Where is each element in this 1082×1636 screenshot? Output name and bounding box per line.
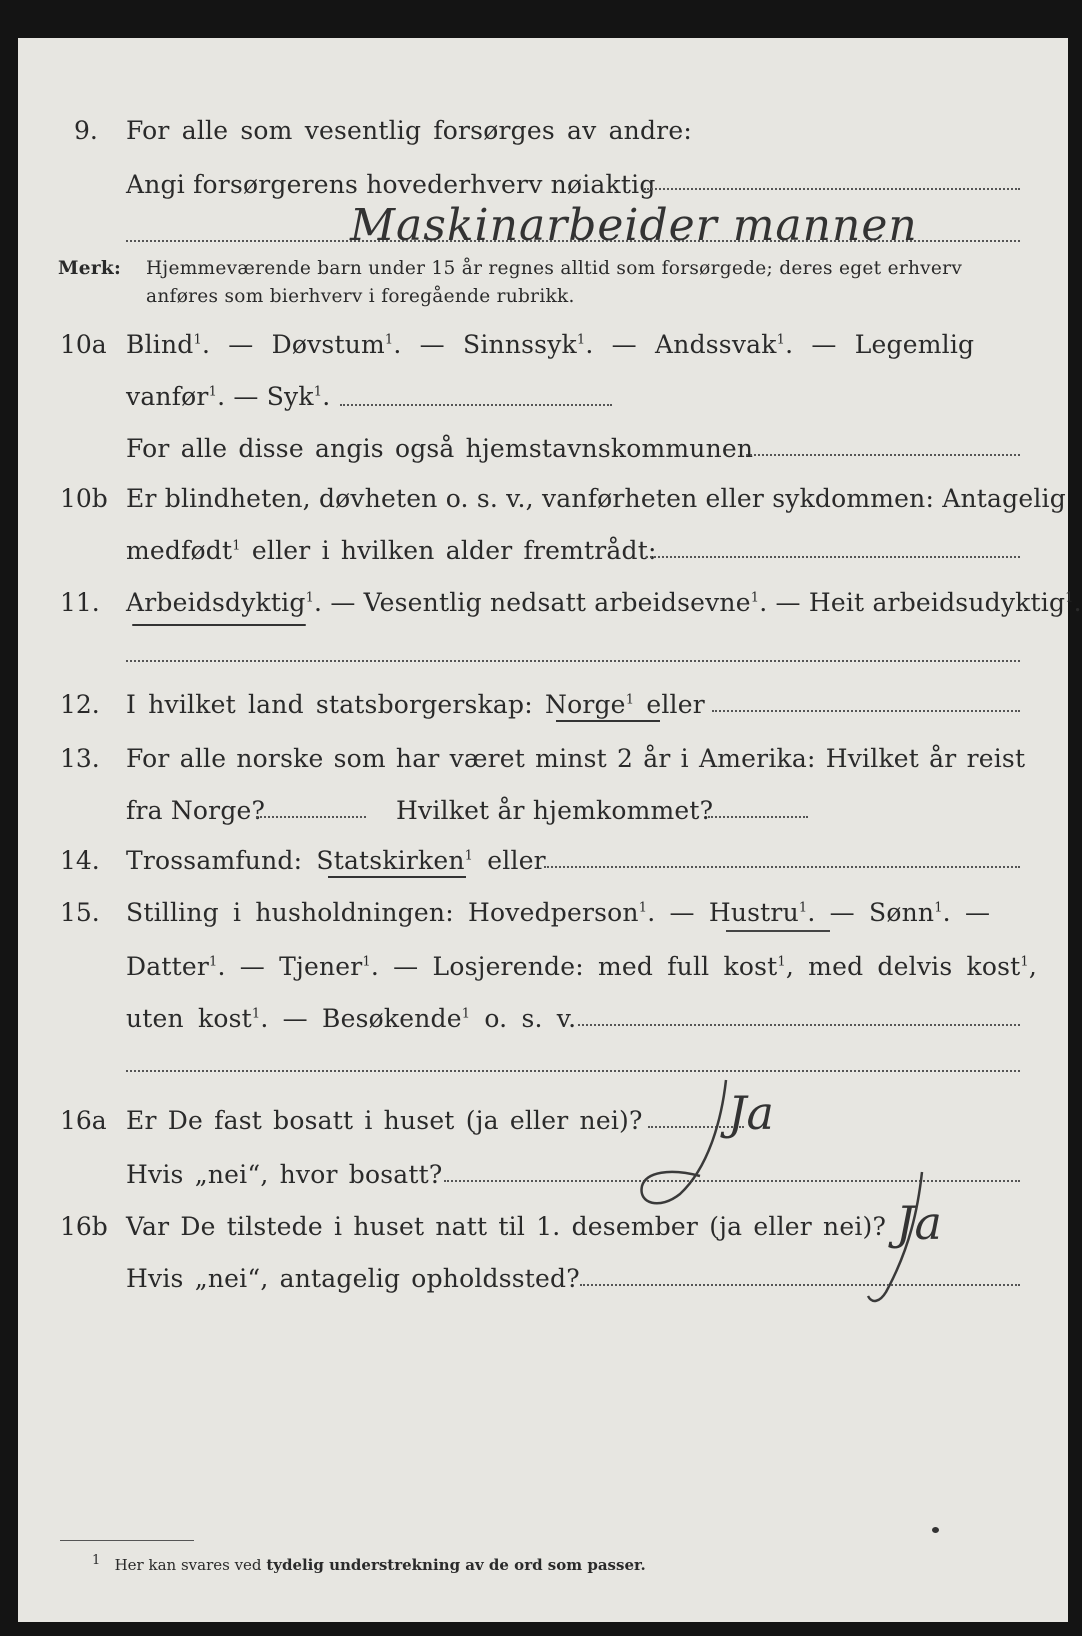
q12-number: 12. — [60, 690, 100, 719]
q12-other-country-line — [712, 710, 1020, 712]
q16b-handwritten-answer: Ja — [896, 1196, 942, 1250]
q14-other-line — [544, 866, 1020, 868]
q16b-opholdssted-line — [580, 1284, 1020, 1286]
q11-number: 11. — [60, 588, 100, 617]
q16b-line2: Hvis „nei“, antagelig opholdssted? — [126, 1264, 580, 1293]
q11-handwritten-underline — [132, 624, 306, 626]
merk-label: Merk: — [58, 258, 122, 279]
footnote: $^1$ Her kan svares ved tydelig understrekning av de ord som passer. — [92, 1553, 646, 1574]
q10b-age-line — [646, 556, 1020, 558]
q9-line2: Angi forsørgerens hovederhverv nøiaktig — [126, 170, 656, 199]
q11-line: Arbeidsdyktig$^1$. — Vesentlig nedsatt arbeidsevne$^1$. — Heit arbeidsudyktig$^1$. — [126, 588, 1082, 617]
q15-line2: Datter$^1$. — Tjener$^1$. — Losjerende: med full kost$^1$, med delvis kost$^1$, — [126, 952, 1038, 981]
q16a-handwriting-stroke — [630, 1076, 740, 1216]
q11-blank-line — [126, 660, 1020, 662]
q15-number: 15. — [60, 898, 100, 927]
q13-reist-line — [256, 816, 366, 818]
q12-line: I hvilket land statsborgerskap: Norge$^1$ eller — [126, 690, 705, 719]
q15-line3: uten kost$^1$. — Besøkende$^1$ o. s. v. — [126, 1004, 577, 1033]
q9-line1: For alle som vesentlig forsørges av andre: — [126, 116, 692, 145]
q9-number: 9. — [74, 116, 98, 145]
q15-osv-line — [578, 1024, 1020, 1026]
q10a-kommune-line — [746, 454, 1020, 456]
q13-hjemkommet-line — [708, 816, 808, 818]
q10a-line2: vanfør$^1$. — Syk$^1$. — [126, 382, 331, 411]
q16b-handwriting-stroke — [860, 1168, 940, 1308]
q10a-line3: For alle disse angis også hjemstavnskommunen — [126, 434, 754, 463]
q15-handwritten-underline — [726, 930, 830, 932]
q9-dotted-line — [644, 188, 1020, 190]
q10a-number: 10a — [60, 330, 107, 359]
q15-blank-line — [126, 1070, 1020, 1072]
q14-handwritten-underline — [328, 876, 466, 878]
q13-number: 13. — [60, 744, 100, 773]
footnote-rule — [60, 1540, 194, 1541]
q16a-number: 16a — [60, 1106, 107, 1135]
merk-line1: Hjemmeværende barn under 15 år regnes alltid som forsørgede; deres eget erhverv — [146, 258, 963, 279]
q10a-line1: Blind$^1$. — Døvstum$^1$. — Sinnssyk$^1$. — Andssvak$^1$. — Legemlig — [126, 330, 975, 359]
merk-line2: anføres som bierhverv i foregående rubrikk. — [146, 286, 575, 307]
q16a-line1: Er De fast bosatt i huset (ja eller nei)? — [126, 1106, 643, 1135]
q16a-line2: Hvis „nei“, hvor bosatt? — [126, 1160, 443, 1189]
q14-line: Trossamfund: Statskirken$^1$ eller — [126, 846, 546, 875]
q10b-line1: Er blindheten, døvheten o. s. v., vanførheten eller sykdommen: Antagelig — [126, 484, 1066, 513]
ink-spot — [932, 1527, 939, 1533]
q10b-number: 10b — [60, 484, 108, 513]
q15-line1: Stilling i husholdningen: Hovedperson$^1$. — Hustru$^1$. — Sønn$^1$. — — [126, 898, 991, 927]
q10a-syk-line — [340, 404, 612, 406]
q13-line2a: fra Norge? — [126, 796, 266, 825]
q12-handwritten-underline — [556, 720, 660, 722]
q16b-line1: Var De tilstede i huset natt til 1. desember (ja eller nei)? — [126, 1212, 887, 1241]
q14-number: 14. — [60, 846, 100, 875]
q16b-number: 16b — [60, 1212, 108, 1241]
q16a-handwritten-answer: Ja — [728, 1086, 774, 1140]
q13-line1: For alle norske som har været minst 2 år i Amerika: Hvilket år reist — [126, 744, 1026, 773]
q13-line2b: Hvilket år hjemkommet? — [396, 796, 714, 825]
q10b-line2: medfødt$^1$ eller i hvilken alder fremtrådt: — [126, 536, 657, 565]
q9-handwritten-answer: Maskinarbeider mannen — [350, 200, 918, 251]
